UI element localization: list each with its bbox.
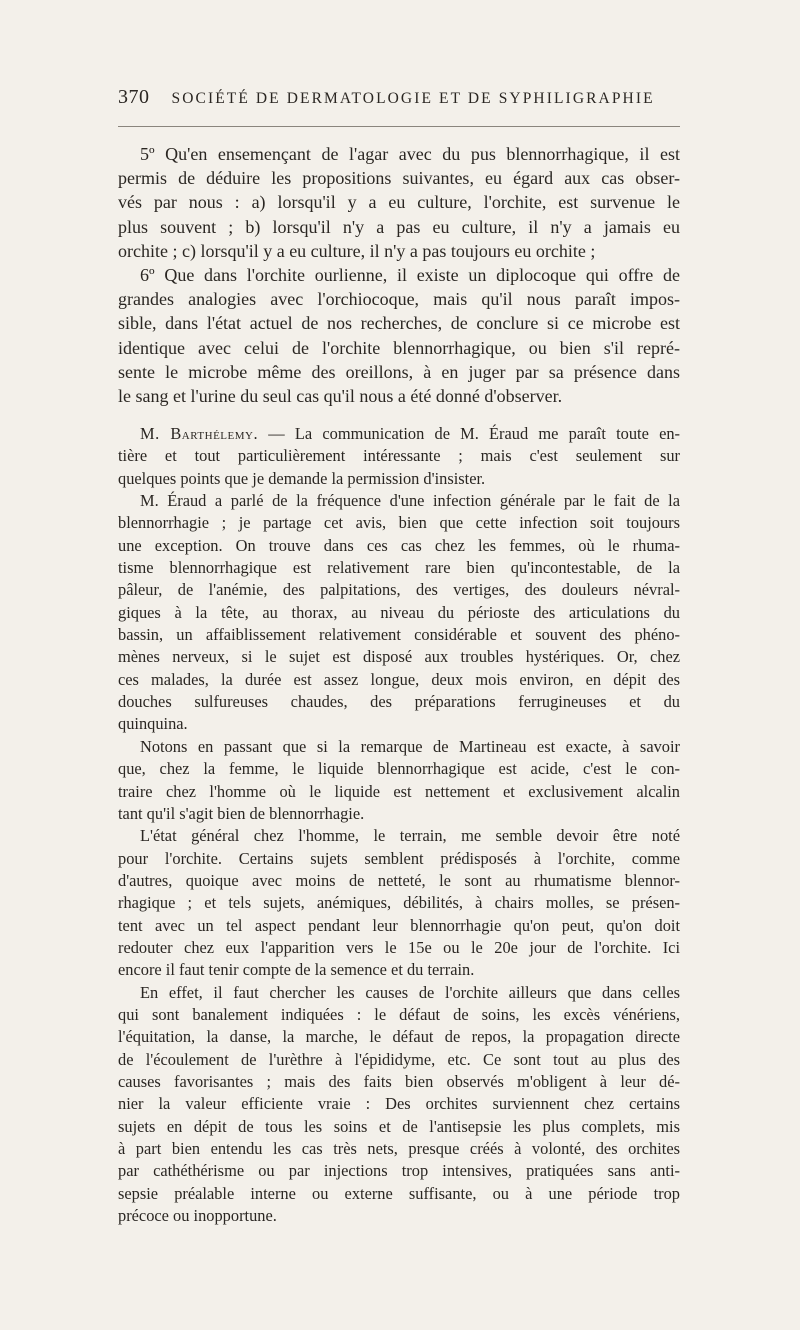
text-line: le sang et l'urine du seul cas qu'il nous a été donné d'observer. [118, 385, 563, 406]
text-line: sujets en dépit de tous les soins et de l'antisepsie les plus complets, mis [118, 1116, 680, 1136]
text-line: pâleur, de l'anémie, des palpitations, des vertiges, des douleurs névral- [118, 580, 680, 600]
text-line: l'équitation, la danse, la marche, le défaut de repos, la propagation directe [118, 1027, 680, 1047]
text-line: giques à la tête, au thorax, au niveau du périoste des articulations du [118, 602, 680, 622]
speaker-line-text: — La communication de M. Éraud me paraît toute en- [258, 424, 680, 443]
text-line: douches sulfureuses chaudes, des préparations ferrugineuses et du [118, 692, 680, 712]
running-title: SOCIÉTÉ DE DERMATOLOGIE ET DE SYPHILIGRAPHIE [171, 90, 655, 107]
discussion-section [118, 423, 680, 1227]
text-line: bassin, un affaiblissement relativement considérable et souvent des phéno- [118, 625, 680, 645]
text-line: qui sont banalement indiquées : le défaut de soins, les excès vénériens, [118, 1004, 680, 1024]
text-line: de l'écoulement de l'urèthre à l'épididyme, etc. Ce sont tout au plus des [118, 1049, 680, 1069]
text-line: L'état général chez l'homme, le terrain, me semble devoir être noté [140, 826, 680, 846]
text-line: 6º Que dans l'orchite ourlienne, il existe un diplocoque qui offre de [140, 264, 680, 285]
text-line: permis de déduire les propositions suivantes, eu égard aux cas obser- [118, 168, 680, 189]
text-line: M. Éraud a parlé de la fréquence d'une infection générale par le fait de la [140, 491, 680, 511]
text-line: causes favorisantes ; mais des faits bien observés m'obligent à leur dé- [118, 1071, 680, 1091]
text-line: tisme blennorrhagique est relativement rare bien qu'incontestable, de la [118, 558, 680, 578]
page-number: 370 [118, 86, 150, 108]
text-line: vés par nous : a) lorsqu'il y a eu culture, l'orchite, est survenue le [118, 192, 680, 213]
text-line: En effet, il faut chercher les causes de l'orchite ailleurs que dans celles [140, 982, 680, 1002]
text-line: blennorrhagie ; je partage cet avis, bien que cette infection soit toujours [118, 513, 680, 533]
text-line: tière et tout particulièrement intéressante ; mais c'est seulement sur [118, 446, 680, 466]
text-line: ces malades, la durée est assez longue, deux mois environ, en dépit des [118, 669, 680, 689]
text-line: quelques points que je demande la permission d'insister. [118, 468, 486, 488]
running-head [118, 86, 680, 114]
text-line: une exception. On trouve dans ces cas chez les femmes, où le rhuma- [118, 535, 680, 555]
conclusions-section [118, 142, 680, 408]
speaker-line [118, 423, 680, 445]
speaker-name: M. Barthélemy. [140, 424, 259, 443]
text-line: plus souvent ; b) lorsqu'il n'y a pas eu culture, il n'y a jamais eu [118, 216, 680, 237]
text-line: redouter chez eux l'apparition vers le 15e ou le 20e jour de l'orchite. Ici [118, 937, 680, 957]
text-line: sepsie préalable interne ou externe suffisante, ou à une période trop [118, 1183, 680, 1203]
text-line: sible, dans l'état actuel de nos recherches, de conclure si ce microbe est [118, 313, 680, 334]
text-line: d'autres, quoique avec moins de netteté, le sont au rhumatisme blennor- [118, 870, 680, 890]
text-line: pour l'orchite. Certains sujets semblent prédisposés à l'orchite, comme [118, 848, 680, 868]
text-line: quinquina. [118, 714, 188, 734]
text-line: encore il faut tenir compte de la semence et du terrain. [118, 960, 475, 980]
text-line: identique avec celui de l'orchite blennorrhagique, ou bien s'il repré- [118, 337, 680, 358]
text-line: que, chez la femme, le liquide blennorrhagique est acide, c'est le con- [118, 759, 680, 779]
text-line: à part bien entendu les cas très nets, presque créés à volonté, des orchites [118, 1139, 680, 1158]
text-line: rhagique ; et tels sujets, anémiques, débilités, à chairs molles, se présen- [118, 893, 680, 913]
text-line: par cathéthérisme ou par injections trop intensives, pratiquées sans anti- [118, 1161, 680, 1181]
text-line: Notons en passant que si la remarque de Martineau est exacte, à savoir [140, 736, 680, 756]
text-line: mènes nerveux, si le sujet est disposé aux troubles hystériques. Or, chez [118, 647, 680, 667]
text-line: précoce ou inopportune. [118, 1206, 277, 1226]
text-line: grandes analogies avec l'orchiocoque, mais qu'il nous paraît impos- [118, 289, 680, 310]
text-line: nier la valeur efficiente vraie : Des orchites surviennent chez certains [118, 1094, 680, 1114]
text-line: sente le microbe même des oreillons, à en juger par sa présence dans [118, 361, 680, 382]
text-line: tent avec un tel aspect pendant leur blennorrhagie qu'on peut, qu'on doit [118, 915, 680, 935]
text-line: 5º Qu'en ensemençant de l'agar avec du pus blennorrhagique, il est [140, 144, 680, 164]
text-line: traire chez l'homme où le liquide est nettement et exclusivement alcalin [118, 781, 680, 801]
text-line: orchite ; c) lorsqu'il y a eu culture, il n'y a pas toujours eu orchite ; [118, 240, 596, 261]
text-line: tant qu'il s'agit bien de blennorrhagie. [118, 803, 365, 823]
header-rule [118, 126, 680, 127]
